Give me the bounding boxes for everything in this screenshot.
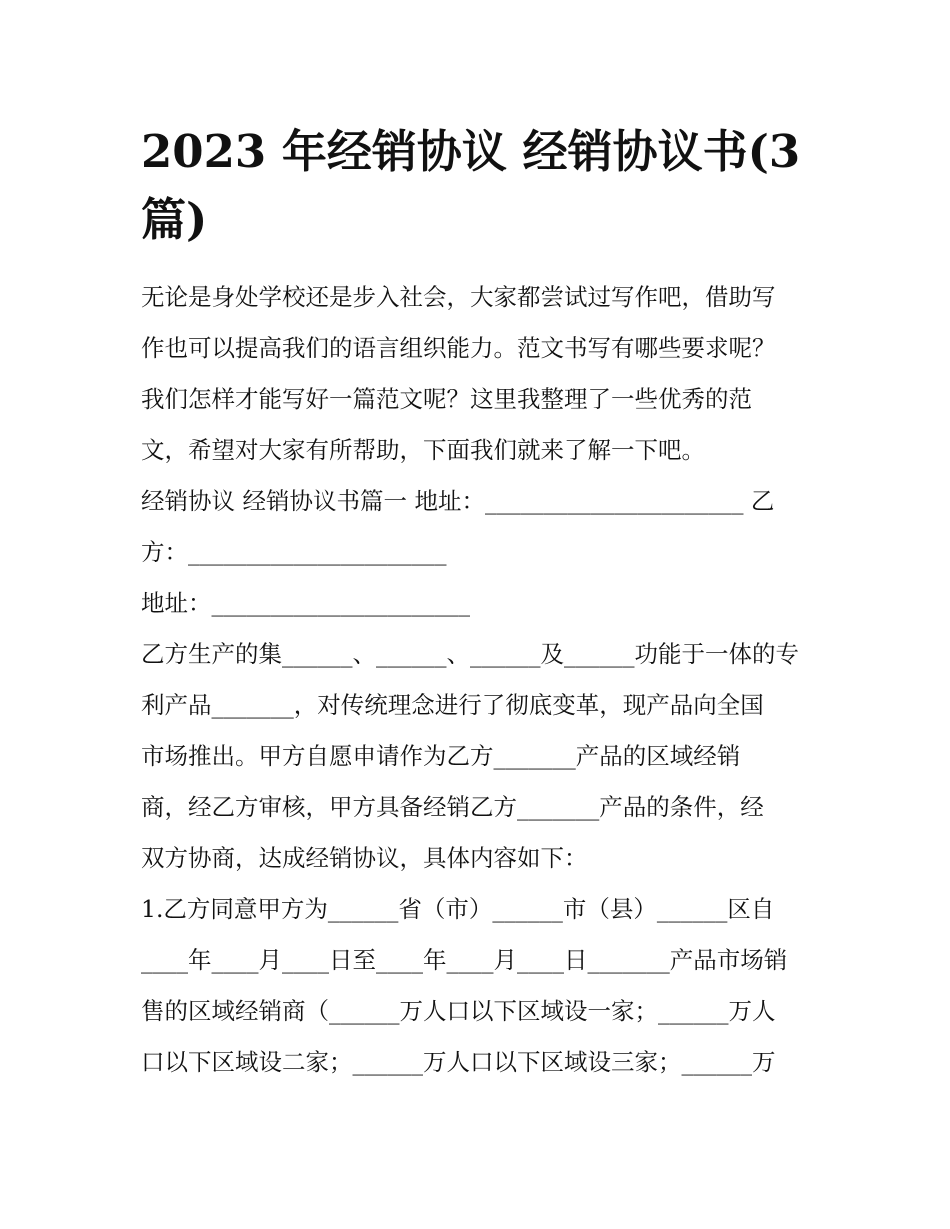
- body-line: 商，经乙方审核，甲方具备经销乙方_______产品的条件，经: [141, 793, 764, 821]
- body-line: 利产品_______，对传统理念进行了彻底变革，现产品向全国: [141, 691, 764, 719]
- intro-line: 作也可以提高我们的语言组织能力。范文书写有哪些要求呢？: [141, 334, 776, 362]
- body-line: 乙方生产的集______、______、______及______功能于一体的专: [141, 640, 799, 668]
- intro-paragraph: [141, 272, 813, 476]
- body-line: 经销协议 经销协议书篇一 地址：______________________ 乙: [141, 487, 775, 515]
- intro-line: 无论是身处学校还是步入社会，大家都尝试过写作吧，借助写: [141, 283, 776, 311]
- body-line: 售的区域经销商（______万人口以下区域设一家；______万人: [141, 997, 776, 1025]
- intro-line: 文，希望对大家有所帮助，下面我们就来了解一下吧。: [141, 436, 705, 464]
- body-line: 口以下区域设二家；______万人口以下区域设三家；______万: [141, 1048, 776, 1076]
- intro-line: 我们怎样才能写好一篇范文呢？这里我整理了一些优秀的范: [141, 385, 752, 413]
- body-line: 方：______________________: [141, 538, 447, 566]
- body-line: 市场推出。甲方自愿申请作为乙方_______产品的区域经销: [141, 742, 741, 770]
- title-line: 篇): [141, 193, 208, 246]
- body-line: 地址：______________________: [141, 589, 470, 617]
- title-line: 2023 年经销协议 经销协议书(3: [141, 125, 801, 178]
- body-line: 双方协商，达成经销协议，具体内容如下：: [141, 844, 588, 872]
- body-line: 1.乙方同意甲方为______省（市）______市（县）______区自: [141, 895, 775, 923]
- document-page: [141, 118, 813, 1088]
- agreement-body: [141, 476, 813, 1088]
- document-title: [141, 118, 813, 254]
- body-line: ____年____月____日至____年____月____日_______产品市场销: [141, 946, 788, 974]
